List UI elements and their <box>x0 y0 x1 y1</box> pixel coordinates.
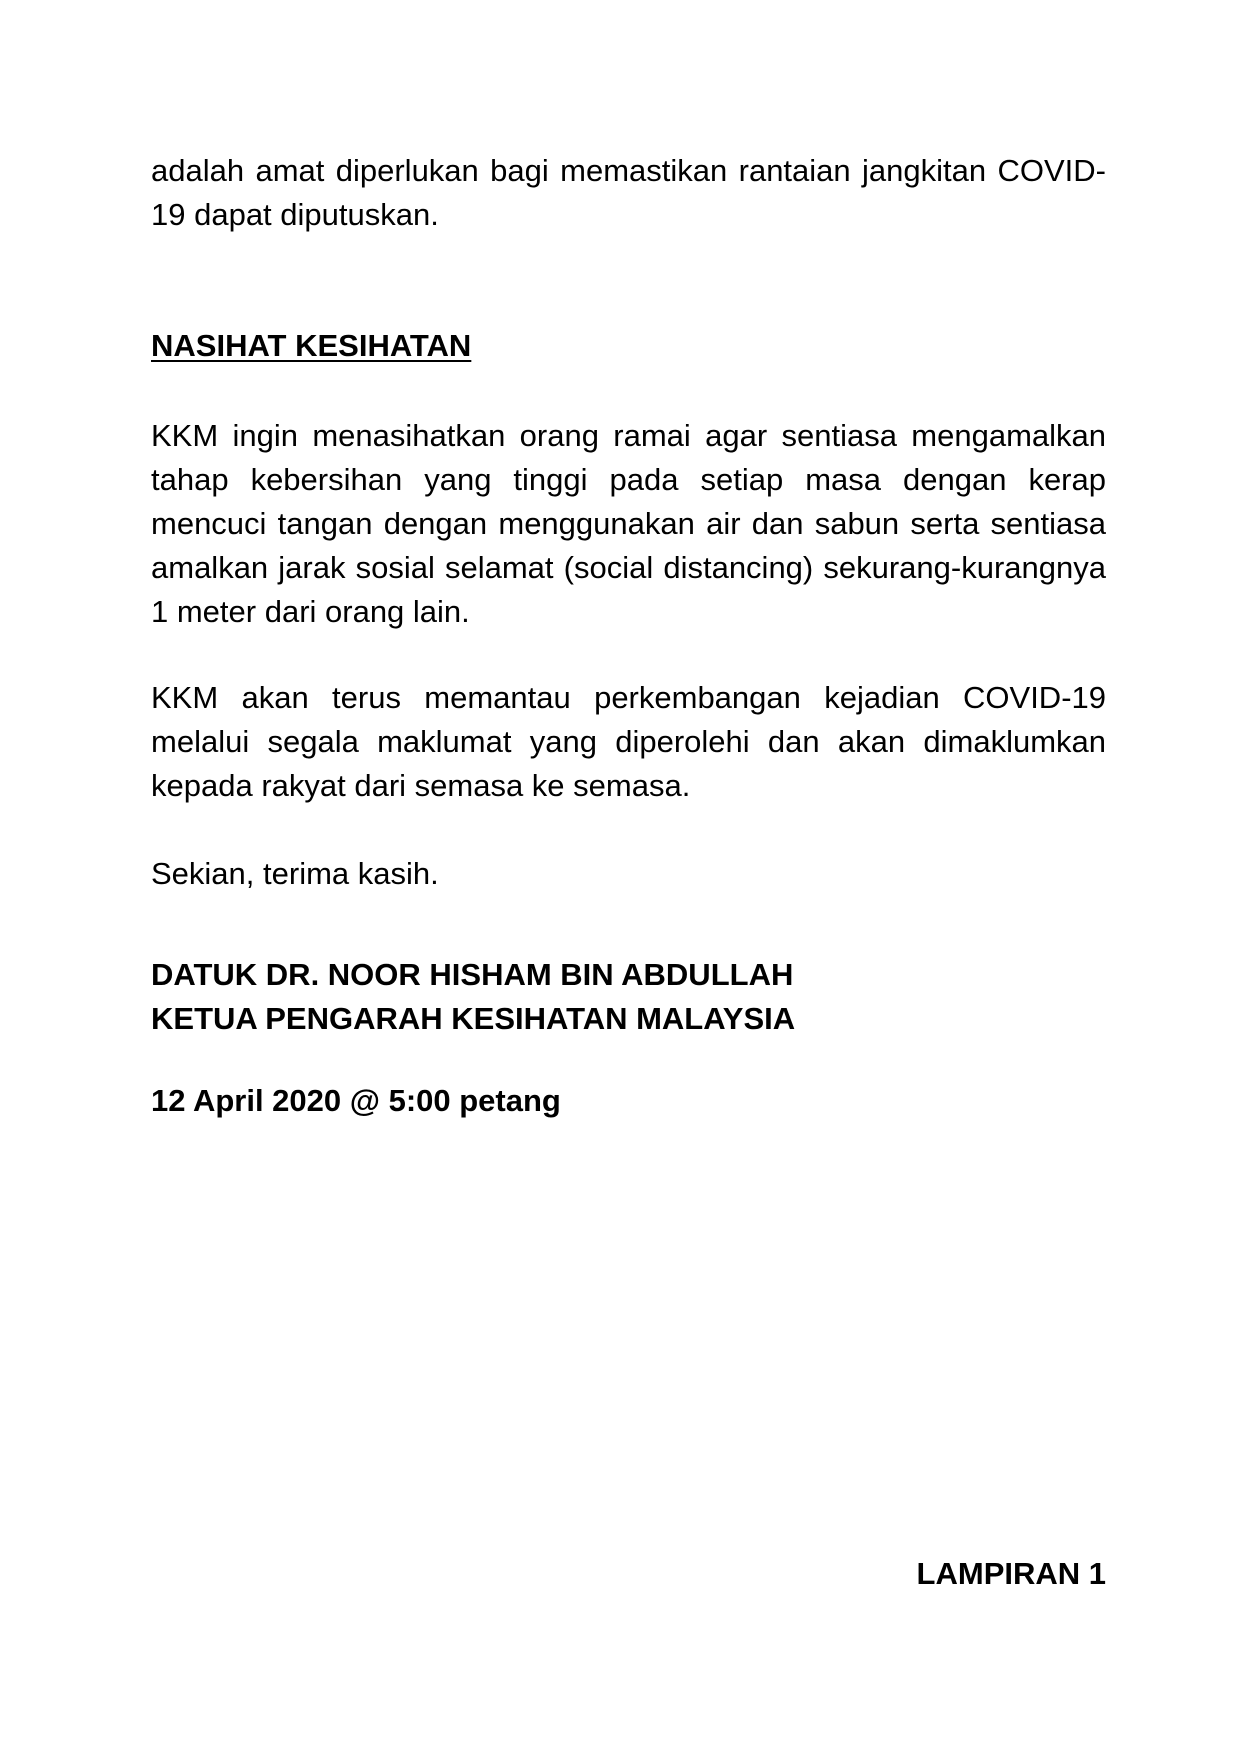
advice-paragraph-2: KKM akan terus memantau perkembangan kejadian COVID-19 melalui segala maklumat yang diperolehi dan akan dimaklumkan kepada rakyat dari semasa ke semasa. <box>151 680 1106 803</box>
intro-paragraph: adalah amat diperlukan bagi memastikan rantaian jangkitan COVID-19 dapat diputuskan. <box>151 153 1106 232</box>
signatory-block <box>151 953 1106 1041</box>
section-heading: NASIHAT KESIHATAN <box>151 328 472 363</box>
date-line: 12 April 2020 @ 5:00 petang <box>151 1083 561 1118</box>
attachment-label: LAMPIRAN 1 <box>916 1556 1106 1591</box>
section-heading-wrapper <box>151 324 1106 368</box>
signatory-title: KETUA PENGARAH KESIHATAN MALAYSIA <box>151 1001 796 1036</box>
closing-text: Sekian, terima kasih. <box>151 856 439 891</box>
signatory-name: DATUK DR. NOOR HISHAM BIN ABDULLAH <box>151 957 794 992</box>
advice-paragraph-1: KKM ingin menasihatkan orang ramai agar sentiasa mengamalkan tahap kebersihan yang tinggi pada setiap masa dengan kerap mencuci tangan dengan menggunakan air dan sabun serta sentiasa amalkan jarak sosial selamat (social distancing) sekurang-kurangnya 1 meter dari orang lain. <box>151 418 1106 629</box>
